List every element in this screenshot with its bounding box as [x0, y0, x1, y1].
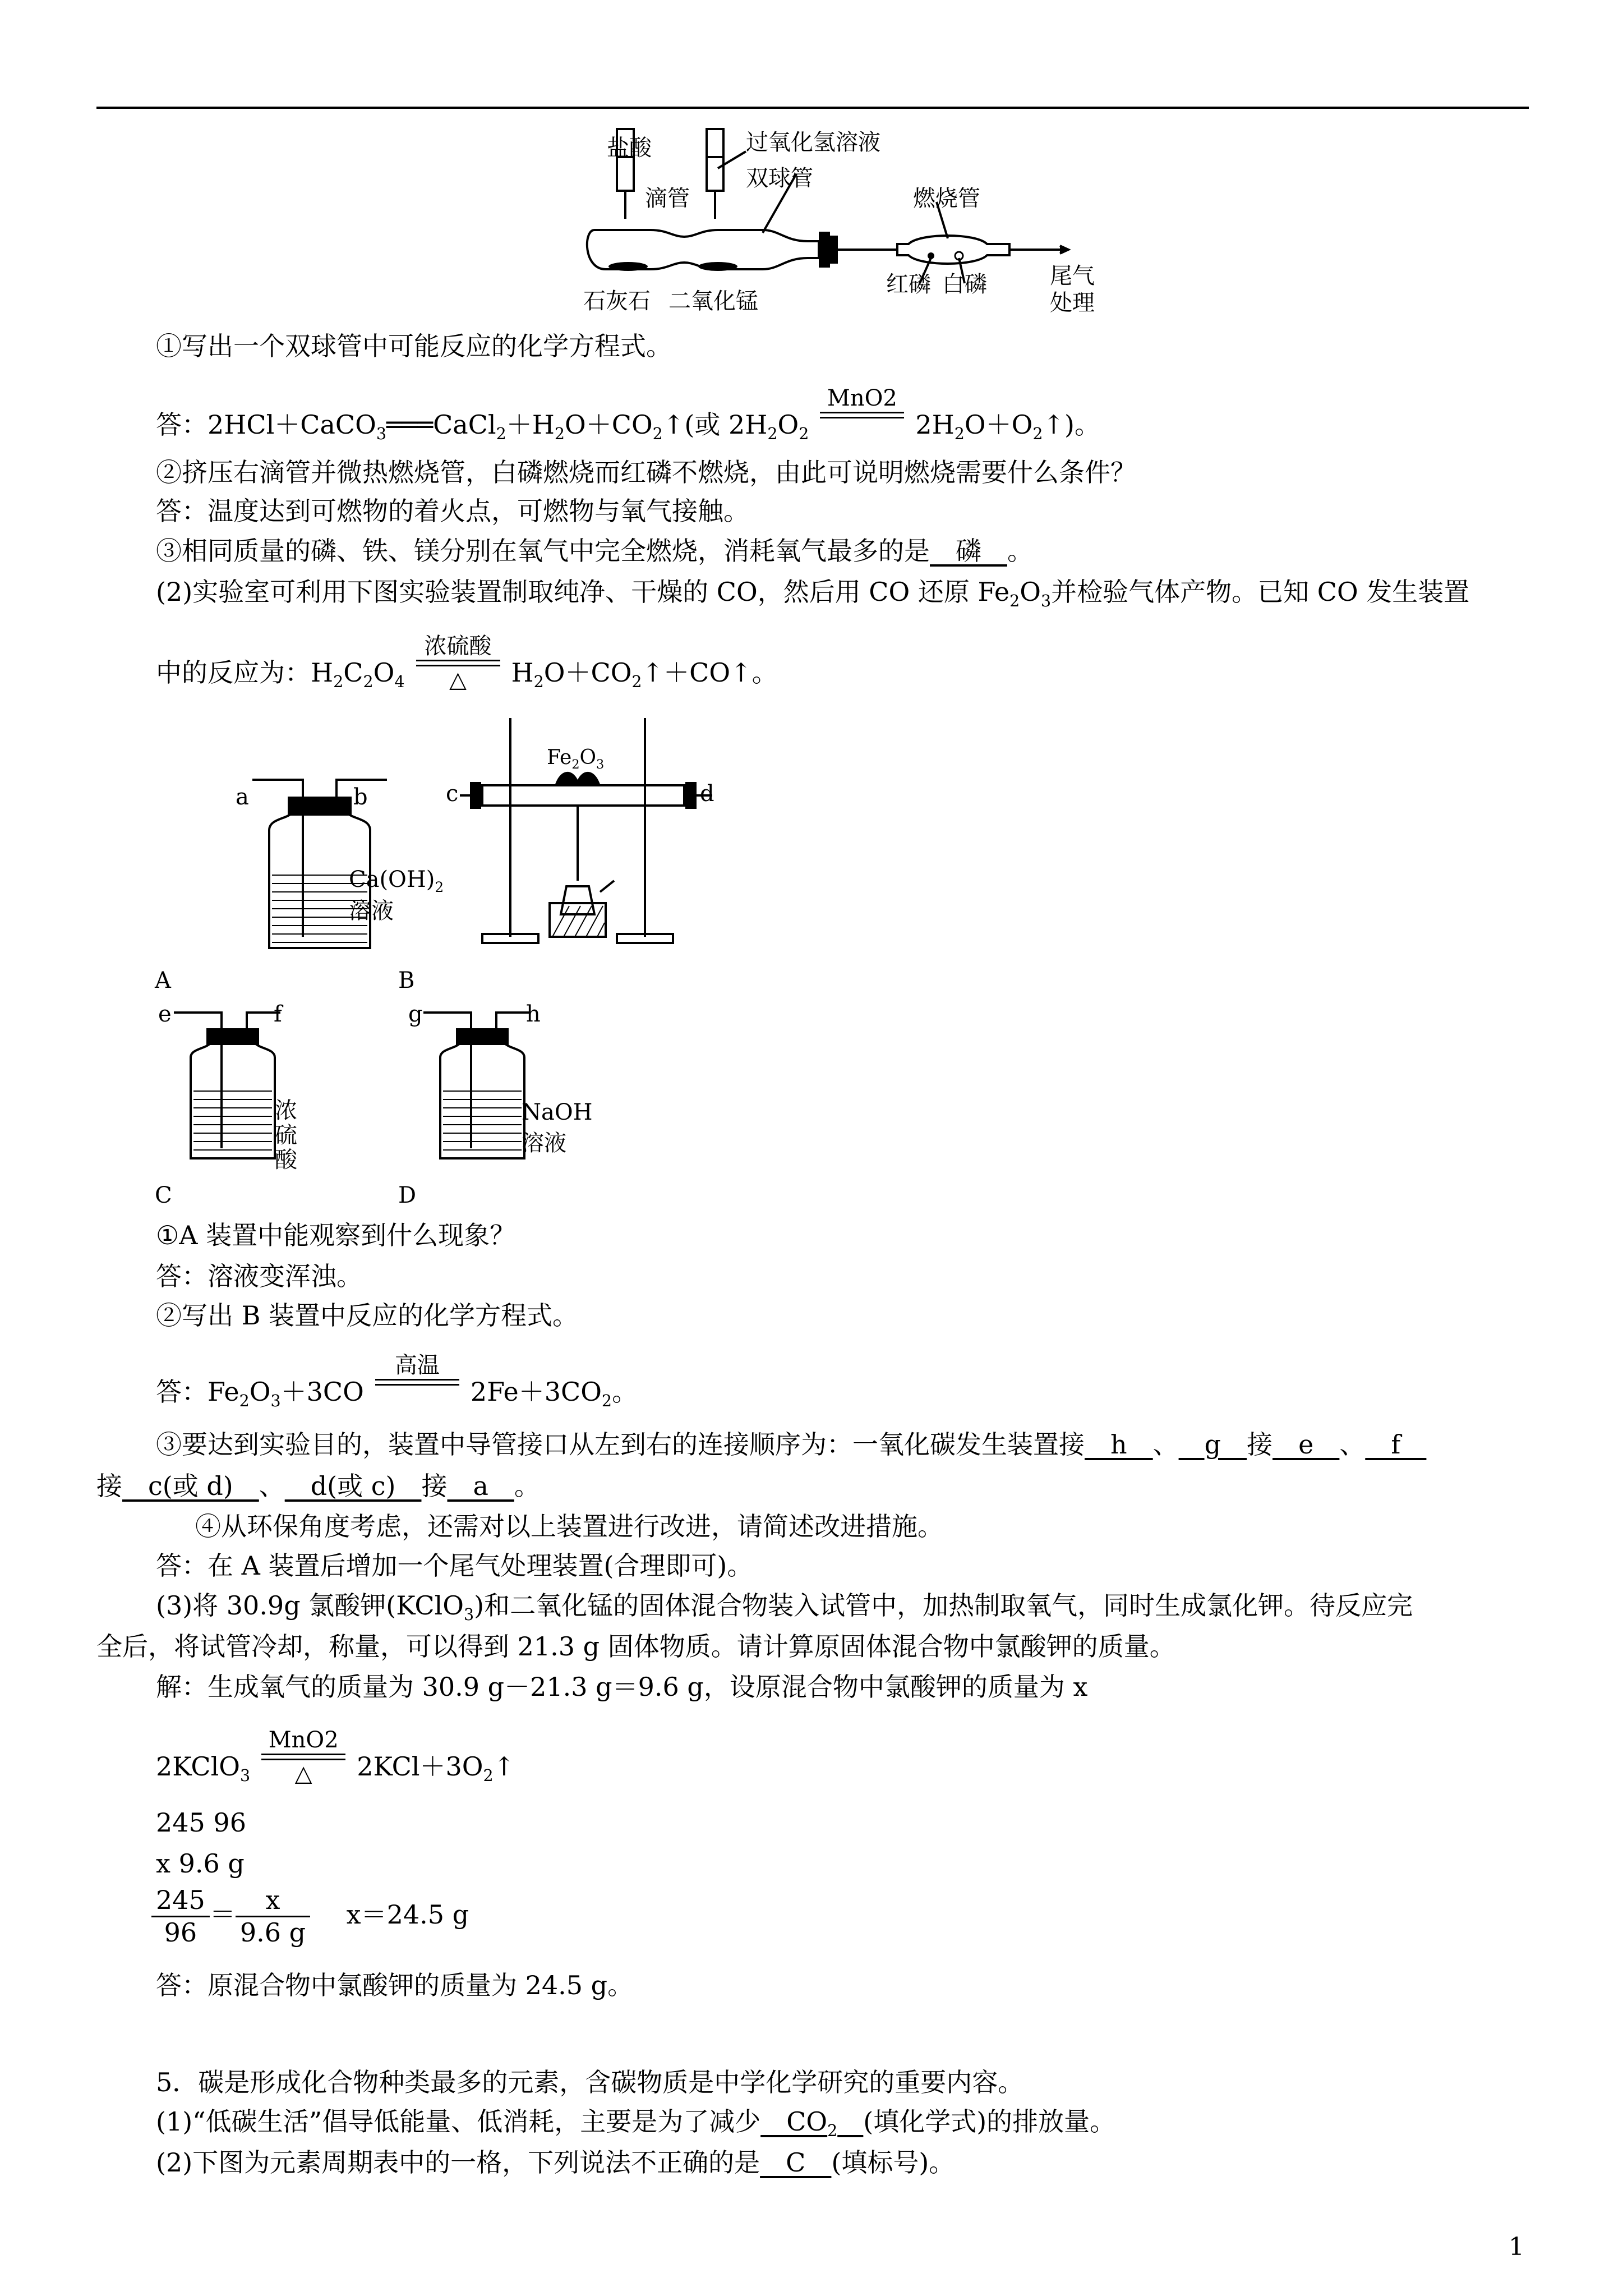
question-2-3: ③要达到实验目的，装置中导管接口从左到右的连接顺序为：一氧化碳发生装置接__h__、__g__接__e__、__f__ — [156, 1429, 1427, 1460]
question-2-4: ④从环保角度考虑，还需对以上装置进行改进，请简述改进措施。 — [195, 1511, 943, 1542]
label-naoh-solution: 溶液 — [522, 1130, 566, 1156]
reaction-condition: 浓硫酸 △ — [416, 633, 500, 692]
label-hydrogen-peroxide: 过氧化氢溶液 — [746, 130, 880, 155]
blank-e: __e__ — [1272, 1429, 1340, 1460]
answer-2-2: 答：$Fe_2O_3+3CO$ 高温 $2Fe+3CO_2$。 — [156, 1352, 638, 1411]
port-e: e — [158, 1001, 172, 1027]
question-2-3-cont: 接__c(或 d)__、__d(或 c)__接__a__。 — [96, 1471, 540, 1501]
answer-blank-phosphorus: __磷__ — [930, 536, 1007, 566]
label-hydrochloric-acid: 盐酸 — [607, 135, 652, 161]
label-red-phosphorus: 红磷 — [886, 272, 931, 297]
label-manganese-dioxide: 二氧化锰 — [668, 288, 758, 314]
answer-1-2: 答：温度达到可燃物的着火点，可燃物与氧气接触。 — [156, 496, 749, 526]
blank-d-or-c: __d(或 c)__ — [284, 1471, 422, 1501]
blank-co2: $\_\_CO_2\_\_$ — [760, 2106, 864, 2141]
blank-c-or-d: __c(或 d)__ — [122, 1471, 259, 1501]
label-iron-oxide: $Fe_2O_3$ — [547, 746, 605, 772]
label-solution-a: 溶液 — [349, 898, 394, 924]
ratio-row-1: 245 96 — [156, 1807, 246, 1838]
label-double-bulb: 双球管 — [746, 165, 813, 191]
label-conc-2: 硫 — [275, 1122, 297, 1148]
answer-1-1: 答：$2HCl+CaCO_3═══CaCl_2+H_2O+CO_2↑$(或 $2H_2O_2$ MnO2 $2H_2O+O_2↑$)。 — [156, 385, 1100, 444]
fraction-left: $\frac{245}{96}$ — [151, 1885, 210, 1948]
catalyst-condition: MnO2 — [820, 385, 904, 444]
part-2-line-2: 中的反应为：$H_2C_2O_4$ 浓硫酸 △ $H_2O+CO_2↑+CO↑$。 — [156, 633, 778, 693]
label-tail-gas: 尾气 — [1050, 263, 1095, 289]
blank-h: __h__ — [1085, 1429, 1153, 1460]
ratio-row-2: x 9.6 g — [156, 1848, 245, 1879]
label-naoh: NaOH — [522, 1099, 593, 1125]
equation-kclo3: 2KClO$_3$ MnO2 △ $2KCl+3O_2↑$ — [156, 1727, 515, 1787]
label-B: B — [398, 968, 415, 993]
port-h: h — [526, 1001, 541, 1027]
port-c: c — [446, 781, 459, 807]
answer-3: 答：原混合物中氯酸钾的质量为 24.5 g。 — [156, 1970, 634, 2000]
port-b: b — [353, 784, 368, 810]
part-3-solution: 解：生成氧气的质量为 30.9 g－21.3 g＝9.6 g，设原混合物中氯酸钾的质量为 x — [156, 1672, 1088, 1702]
question-5-1: (1)“低碳生活”倡导低能量、低消耗，主要是为了减少$\_\_CO_2\_\_$(填化学式)的排放量。 — [156, 2106, 1116, 2141]
label-treatment: 处理 — [1050, 290, 1095, 316]
fraction-right: $\frac{x}{9.6 g}$ — [236, 1885, 310, 1948]
port-g: g — [408, 1001, 423, 1027]
label-white-phosphorus: 白磷 — [942, 272, 987, 297]
port-f: f — [274, 1001, 282, 1027]
label-conc-1: 浓 — [275, 1098, 297, 1124]
question-1-1: ①写出一个双球管中可能反应的化学方程式。 — [156, 331, 672, 361]
label-D: D — [398, 1182, 417, 1208]
question-5-2: (2)下图为元素周期表中的一格，下列说法不正确的是__C__(填标号)。 — [156, 2147, 955, 2178]
proportion: $\frac{245}{96}$ ＝ $\frac{x}{9.6 g}$ x＝24.5 g — [151, 1885, 469, 1948]
answer-2-1: 答：溶液变浑浊。 — [156, 1261, 362, 1291]
label-C: C — [155, 1182, 172, 1208]
question-2-1: ①A 装置中能观察到什么现象？ — [156, 1220, 516, 1250]
question-1-3: ③相同质量的磷、铁、镁分别在氧气中完全燃烧，消耗氧气最多的是__磷__。 — [156, 536, 1033, 566]
blank-a: __a__ — [447, 1471, 514, 1501]
blank-c: __C__ — [760, 2147, 832, 2178]
label-dropper: 滴管 — [645, 186, 690, 211]
label-limestone: 石灰石 — [583, 288, 651, 314]
part-3-line-1: (3)将 30.9g 氯酸钾(KClO$_3$)和二氧化锰的固体混合物装入试管中，加热制取氧气，同时生成氯化钾。待反应完 — [156, 1590, 1413, 1625]
question-2-2: ②写出 B 装置中反应的化学方程式。 — [156, 1300, 579, 1331]
port-d: d — [700, 781, 714, 807]
label-calcium-hydroxide: $Ca(OH)_2$ — [349, 867, 444, 895]
top-rule — [96, 107, 1529, 109]
answer-2-4: 答：在 A 装置后增加一个尾气处理装置(合理即可)。 — [156, 1550, 753, 1581]
figure-apparatus-A — [241, 769, 409, 959]
question-1-2: ②挤压右滴管并微热燃烧管，白磷燃烧而红磷不燃烧，由此可说明燃烧需要什么条件？ — [156, 457, 1136, 487]
port-a: a — [236, 784, 249, 810]
part-3-line-2: 全后，将试管冷却，称量，可以得到 21.3 g 固体物质。请计算原固体混合物中氯酸钾的质量。 — [96, 1631, 1175, 1662]
label-A: A — [155, 968, 171, 993]
label-combustion-tube: 燃烧管 — [913, 186, 980, 211]
decomposition-condition: MnO2 △ — [261, 1727, 345, 1786]
high-temperature-condition: 高温 — [375, 1352, 459, 1411]
question-5: 5．碳是形成化合物种类最多的元素，含碳物质是中学化学研究的重要内容。 — [156, 2067, 1024, 2097]
part-2-line-1: (2)实验室可利用下图实验装置制取纯净、干燥的 CO，然后用 CO 还原 $Fe_2O_3$并检验气体产物。已知 CO 发生装置 — [156, 577, 1470, 611]
page-number: 1 — [1509, 2233, 1524, 2261]
blank-f: __f__ — [1365, 1429, 1427, 1460]
blank-g: __g__ — [1178, 1429, 1247, 1460]
label-conc-3: 酸 — [275, 1147, 297, 1173]
